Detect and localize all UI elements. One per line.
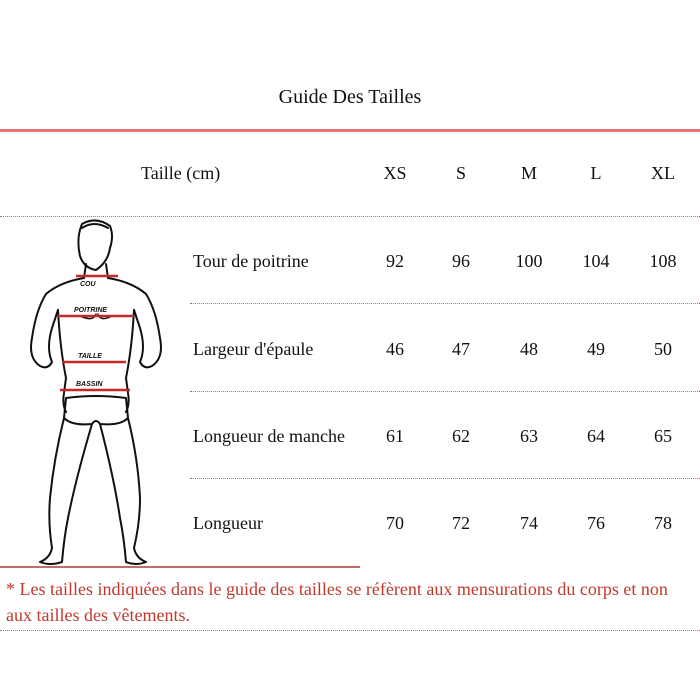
size-header-l: L: [590, 163, 602, 183]
right-torso-outline: [126, 310, 134, 412]
header-divider: [0, 216, 700, 217]
hair-line: [82, 224, 108, 228]
table-cell: 72: [452, 513, 470, 533]
neck-label: COU: [80, 281, 96, 288]
table-cell: 70: [386, 513, 404, 533]
size-header-s: S: [455, 163, 466, 183]
footer-divider: [0, 630, 700, 631]
body-measurement-figure: [10, 218, 178, 568]
table-cell: 108: [649, 251, 677, 271]
table-cell: 104: [582, 251, 610, 271]
right-leg-outline: [100, 418, 146, 564]
waist-label: TAILLE: [78, 353, 102, 360]
left-leg-outline: [40, 418, 92, 564]
briefs-outline: [64, 396, 128, 424]
table-cell: 64: [587, 426, 605, 446]
table-cell: 50: [654, 339, 672, 359]
row-label-shoulder: Largeur d'épaule: [193, 339, 314, 359]
table-cell: 46: [386, 339, 404, 359]
row-label-sleeve: Longueur de manche: [193, 426, 345, 446]
hips-label: BASSIN: [76, 381, 103, 388]
table-cell: 47: [452, 339, 470, 359]
page-title: Guide Des Tailles: [278, 86, 422, 108]
note-text: Les tailles indiquées dans le guide des tailles se réfèrent aux mensurations du corps et non aux tailles des vêtements.: [6, 579, 668, 625]
table-cell: 49: [587, 339, 605, 359]
size-header-label: Taille (cm): [141, 163, 221, 183]
table-cell: 78: [654, 513, 672, 533]
table-cell: 92: [386, 251, 404, 271]
table-cell: 65: [654, 426, 672, 446]
row-label-chest: Tour de poitrine: [193, 251, 309, 271]
size-header-xs: XS: [383, 163, 407, 183]
size-guide-note: [6, 576, 696, 628]
left-arm-outline: [31, 278, 84, 367]
right-arm-outline: [108, 278, 161, 367]
chest-label: POITRINE: [74, 307, 108, 314]
table-cell: 48: [520, 339, 538, 359]
row-label-length: Longueur: [193, 513, 263, 533]
note-asterisk: *: [6, 579, 15, 599]
table-cell: 74: [520, 513, 538, 533]
row-divider: [190, 303, 700, 304]
table-cell: 63: [520, 426, 538, 446]
table-cell: 62: [452, 426, 470, 446]
row-divider: [190, 478, 700, 479]
size-header-m: M: [520, 163, 537, 183]
table-cell: 61: [386, 426, 404, 446]
table-cell: 96: [452, 251, 470, 271]
size-header-xl: XL: [651, 163, 675, 183]
row-divider: [190, 391, 700, 392]
table-cell: 100: [515, 251, 543, 271]
title-divider: [0, 129, 700, 132]
table-cell: 76: [587, 513, 605, 533]
